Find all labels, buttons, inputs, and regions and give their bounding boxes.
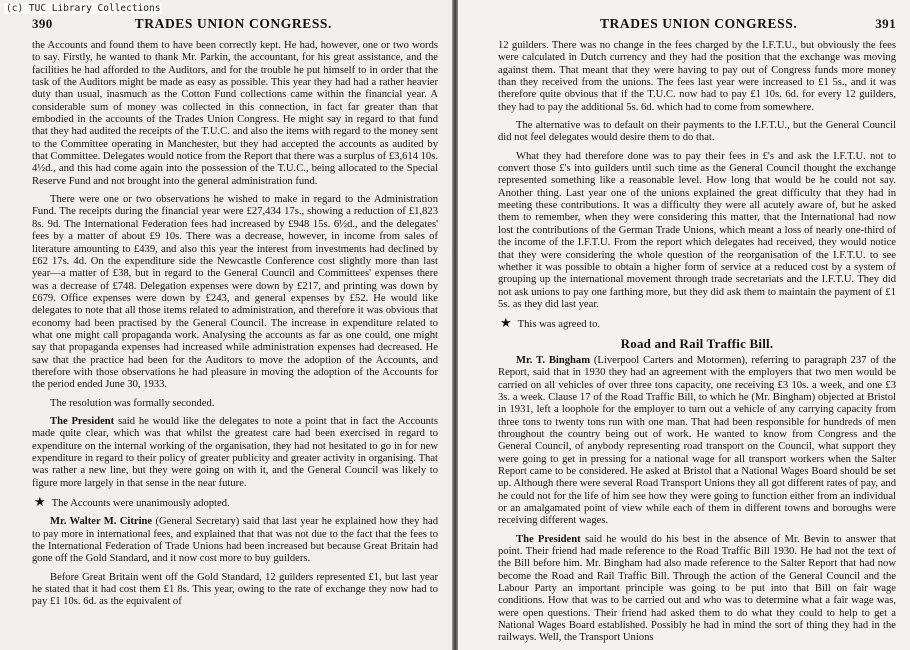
speech-paragraph [498, 534, 896, 645]
speaker-name: Mr. T. Bingham [516, 354, 591, 366]
speech-text: said he would do his best in the absence of Mr. Bevin to answer that point. Their friend had made reference to the Road Traffic Bill 1930. He had not the text of the Bill before him. Mr. Bingham had also made reference to the Salter Report that had now become the Road and Rail Traffic Bill. Through the action of the General Council and the Labour Party an important principle was going to be put into that Bill on fair wage conditions. How that was to be carried out and who was to determine what a fair wage was, were open questions. Their friend had asked them to do what they could to help to get a National Wages Board established. Possibly he had in mind the sort of thing they had in the railways. Well, the Transport Unions [498, 533, 896, 644]
speaker-name: The President [516, 533, 581, 545]
left-running-title: TRADES UNION CONGRESS. [134, 16, 333, 31]
speech-text: said he would like the delegates to note a point that in fact the Accounts made quite clear, which was that whilst the greatest care had been exercised in regard to expenditure on the internal working of the organisation, they had not hesitated to go in for new expenditure in regard to their policy of greater publicity and greater activity in organising. That was rather a new line, but they were going on with it, and the General Council was likely to figure more largely in that sense in the near future. [32, 415, 438, 489]
right-page-number: 391 [875, 16, 896, 31]
paragraph-continued: 12 guilders. There was no change in the fees charged by the I.F.T.U., but obviously the fees were calculated in Dutch currency and they had the position that the exchange was moving against them. That meant that they were having to pay out of Congress funds more money than they received from the unions. The fees last year were increased to £1 5s., and it was therefore quite obvious that if the T.U.C. now had to pay £1 10s. 6d. for every 12 guilders, they had to pay the additional 5s. 6d. which had to come from somewhere. [498, 40, 896, 113]
paragraph-continued: the Accounts and found them to have been correctly kept. He had, however, one or two words to say. Firstly, he wanted to thank Mr. Parkin, the accountant, for his great assistance, and the facilities he had afforded to the Auditors, and for the trouble he put himself to in order that the task of the Auditors might be made as easy as possible. This year they had had a rather heavier duty than usual, inasmuch as the Cotton Fund collections came within the financial year. A considerable sum of money was collected in this connection, in fact far greater than that embodied in the accounts of the Trades Union Congress. He might say in regard to that fund that they had audited the receipts of the T.U.C. and also the items with regard to the money sent to the Committee operating in Manchester, but they had accepted the accounts as audited by that Committee. Delegates would notice from the Report that there was a surplus of £3,614 10s. 4½d., and this had come again into the possession of the T.U.C., being allocated to the Special Reserve Fund and not brought into the general administration fund. [32, 40, 439, 187]
left-page [0, 0, 452, 650]
resolution-text: This was agreed to. [517, 319, 601, 331]
left-page-header [32, 16, 438, 32]
section-title: Road and Rail Traffic Bill. [620, 335, 774, 351]
paragraph: The alternative was to default on their payments to the I.F.T.U., but the General Council did not feel delegates would desire them to do that. [498, 120, 896, 144]
copyright-watermark: (c) TUC Library Collections [6, 3, 161, 14]
paragraph: The resolution was formally seconded. [50, 397, 215, 409]
speech-text: (Liverpool Carters and Motormen), referring to paragraph 237 of the Report, said that in 1930 they had an agreement with the employers that two men would be carried on all vehicles of over three tons capacity, one receiving £3 10s. a week, and one £3 3s. a week. Clause 17 of the Road Traffic Bill, to which he (Mr. Bingham) objected at Bristol in 1931, left a loophole for the employer to turn out a vehicle of any carrying capacity from three tons to twenty tons run with one man. That had been responsible for hundreds of men throughout the country being out of work. He wanted to know from Congress and the General Council, of anybody representing road transport on the Council, what support they were going to get in pressing for a national wage for all transport workers when the Salter Report came to be considered. He asked at Bristol that a National Wages Board should be set up. Although there were several Road Transport Unions they all got different rates of pay, and he could not for the life of him see how they were going to function either from an individual or an amalgamated point of view while each of them in different towns and boroughs were receiving different wages. [498, 354, 897, 527]
paragraph: There were one or two observations he wished to make in regard to the Administration Fund. The receipts during the financial year were £27,434 17s., showing a reduction of £1,823 8s. 9d. The International Federation fees had increased by £948 15s. 6½d., and the delegates' fees by a matter of about £9 10s. There was a decrease, however, in income from sales of literature amounting to £439, and also this year the interest from investments had declined by £62 17s. 4d. On the expenditure side the Newcastle Conference cost slightly more than last year—a matter of £38, but in regard to the General Council and Committees' expenses there was a decrease of £748. Delegation expenses were down by £217, and printing was down by £679. Office expenses were down by £243, and general expenses by £52. He would like delegates to note that all those items related to administration, and therefore it was obvious that economy had been practised by the General Council. The increase in expenditure related to what one might call propaganda work. Analysing the accounts as far as one could, one might say that propaganda expenses had increased while administration expenses had decreased. He saw that the practice had been for the Auditors to move the adoption of the Accounts, and therefore with those observations he had pleasure in moving the adoption of the Accounts for the period ended June 30, 1933. [32, 194, 438, 391]
right-page-header [498, 16, 896, 32]
speaker-name: Mr. Walter M. Citrine [50, 516, 153, 528]
speech-paragraph [32, 516, 438, 565]
right-page [458, 0, 910, 650]
paragraph: Before Great Britain went off the Gold Standard, 12 guilders represented £1, but last year he stated that it had cost them £1 8s. This year, owing to the rate of exchange they now had to pay £1 10s. 6d. as the equivalent of [32, 571, 438, 608]
speech-paragraph [32, 416, 438, 490]
speech-text: (General Secretary) said that last year he explained how they had to pay more in international fees, and explained that that was not due to the fact that the fees to the International Federation of Trade Unions had been increased but because Great Britain had gone off the Gold Standard, and it now cost more to buy guilders. [32, 516, 438, 565]
right-running-title: TRADES UNION CONGRESS. [599, 16, 798, 31]
speech-paragraph [498, 355, 896, 528]
resolution-item [498, 317, 896, 331]
left-page-number: 390 [32, 16, 53, 31]
star-icon: ★ [34, 494, 46, 510]
right-page-text [498, 40, 896, 645]
resolution-text: The Accounts were unanimously adopted. [51, 498, 230, 510]
resolution-item [32, 496, 438, 510]
star-icon: ★ [500, 315, 512, 331]
paragraph: What they had therefore done was to pay their fees in £'s and ask the I.F.T.U. not to convert those £'s into guilders until such time as the General Council thought the exchange represented something like a reasonable level. How long that would be he could not say. Another thing. Last year one of the unions explained the great difficulty that they had in meeting these contributions. It was a difficulty they were all acutely aware of, but he asked them to remember, when they were considering this matter, that the International had now lost the contributions of the German Trade Unions, which meant a loss of nearly one-third of the income of the I.F.T.U. From the report which delegates had received, they would notice that they were considering the whole question of the reorganisation of the I.F.T.U. to see whether it was possible to obtain a higher form of service at a reduced cost by a system of grouping up the international movement through trade secretariats and the I.F.T.U. They did not ask unions to pay one farthing more, but they did ask them to maintain the payment of £1 5s. as they did last year. [498, 150, 896, 310]
speaker-name: The President [50, 415, 115, 427]
left-page-text [32, 40, 438, 609]
